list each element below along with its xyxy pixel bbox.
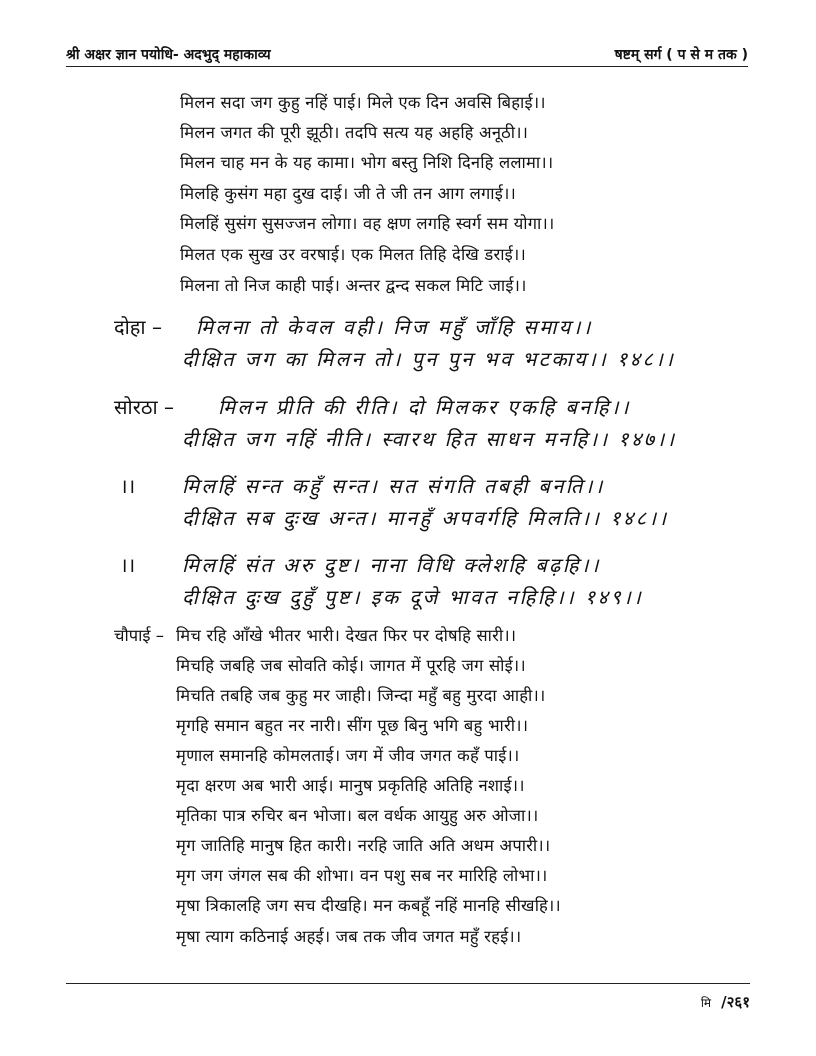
chaupai-line: मिच रहि आँखे भीतर भारी। देखत फिर पर दोषहि सारी।। [176, 626, 517, 645]
chaupai-line: मिचहि जबहि जब सोवति कोई। जागत में पूरहि जग सोई।। [176, 656, 526, 675]
verse-line: मिलहिं सन्त कहुँ सन्त। सत संगति तबही बनति।। [182, 474, 605, 498]
chaupai-line: मिलन चाह मन के यह कामा। भोग बस्तु निशि दिनहि ललामा।। [180, 153, 554, 172]
chaupai-line: मिचति तबहि जब कुहु मर जाही। जिन्दा महुँ बहु मुरदा आही।। [176, 686, 546, 705]
verse-label-continuation: ।। [120, 553, 136, 577]
footer-rule [66, 983, 750, 984]
verse-line: मिलना तो केवल वही। निज महुँ जाँहि समाय।। [196, 315, 593, 339]
page-number [701, 992, 750, 1012]
chaupai-line: मिलहि कुसंग महा दुख दाई। जी ते जी तन आग लगाई।। [180, 184, 516, 203]
chaupai-line: मिलन सदा जग कुहु नहिं पाई। मिले एक दिन अवसि बिहाई।। [180, 93, 546, 112]
chaupai-line: मृणाल समानहि कोमलताई। जग में जीव जगत कहँ पाई।। [176, 746, 520, 765]
chaupai-line: मिलना तो निज काही पाई। अन्तर द्वन्द सकल मिटि जाई।। [180, 276, 527, 295]
verse-label-doha: दोहा – [114, 315, 162, 339]
verse-line: दीक्षित जग नहिं नीति। स्वारथ हित साधन मनहि।। १४७।। [182, 427, 677, 451]
verse-line: मिलहिं संत अरु दुष्ट। नाना विधि क्लेशहि बढ़हि।। [182, 553, 601, 577]
header-book-title: श्री अक्षर ज्ञान पयोधि- अदभुद् महाकाव्य [66, 47, 271, 63]
chaupai-line: मृग जग जंगल सब की शोभा। वन पशु सब नर मारिहि लोभा।। [176, 866, 548, 885]
chaupai-line: मृतिका पात्र रुचिर बन भोजा। बल वर्धक आयुहु अरु ओजा।। [176, 806, 539, 825]
verse-label-chaupai: चौपाई – [114, 626, 164, 645]
verse-label-sortha: सोरठा – [114, 395, 175, 419]
chaupai-line: मिलत एक सुख उर वरषाई। एक मिलत तिहि देखि डराई।। [180, 245, 526, 264]
header-rule [66, 66, 748, 67]
verse-line: दीक्षित जग का मिलन तो। पुन पुन भव भटकाय।। १४८।। [182, 347, 676, 371]
verse-line: दीक्षित दुःख दुहुँ पुष्ट। इक दूजे भावत नहिहि।। १४९।। [182, 585, 644, 609]
page-number-prefix: मि [700, 996, 712, 1010]
chaupai-line: मृषा त्रिकालहि जग सच दीखहि। मन कबहूँ नहिं मानहि सीखहि।। [176, 896, 561, 915]
running-header [66, 38, 748, 64]
chaupai-line: मृगहि समान बहुत नर नारी। सींग पूछ बिनु भगि बहु भारी।। [176, 716, 529, 735]
header-chapter-title: षष्टम् सर्ग ( प से म तक ) [614, 47, 748, 63]
verse-label-continuation: ।। [120, 474, 136, 498]
chaupai-line: मृग जातिहि मानुष हित कारी। नरहि जाति अति अधम अपारी।। [176, 836, 551, 855]
chaupai-line: मिलन जगत की पूरी झूठी। तदपि सत्य यह अहहि अनूठी।। [180, 123, 529, 142]
chaupai-line: मृषा त्याग कठिनाई अहई। जब तक जीव जगत महुँ रहई।। [176, 927, 522, 946]
page-number-value: /२६१ [721, 993, 750, 1011]
verse-line: दीक्षित सब दुःख अन्त। मानहुँ अपवर्गहि मिलति।। १४८।। [182, 506, 669, 530]
chaupai-line: मृदा क्षरण अब भारी आई। मानुष प्रकृतिहि अतिहि नशाई।। [176, 776, 525, 795]
verse-line: मिलन प्रीति की रीति। दो मिलकर एकहि बनहि।। [218, 395, 631, 419]
chaupai-line: मिलहिं सुसंग सुसज्जन लोगा। वह क्षण लगहि स्वर्ग सम योगा।। [180, 214, 555, 233]
